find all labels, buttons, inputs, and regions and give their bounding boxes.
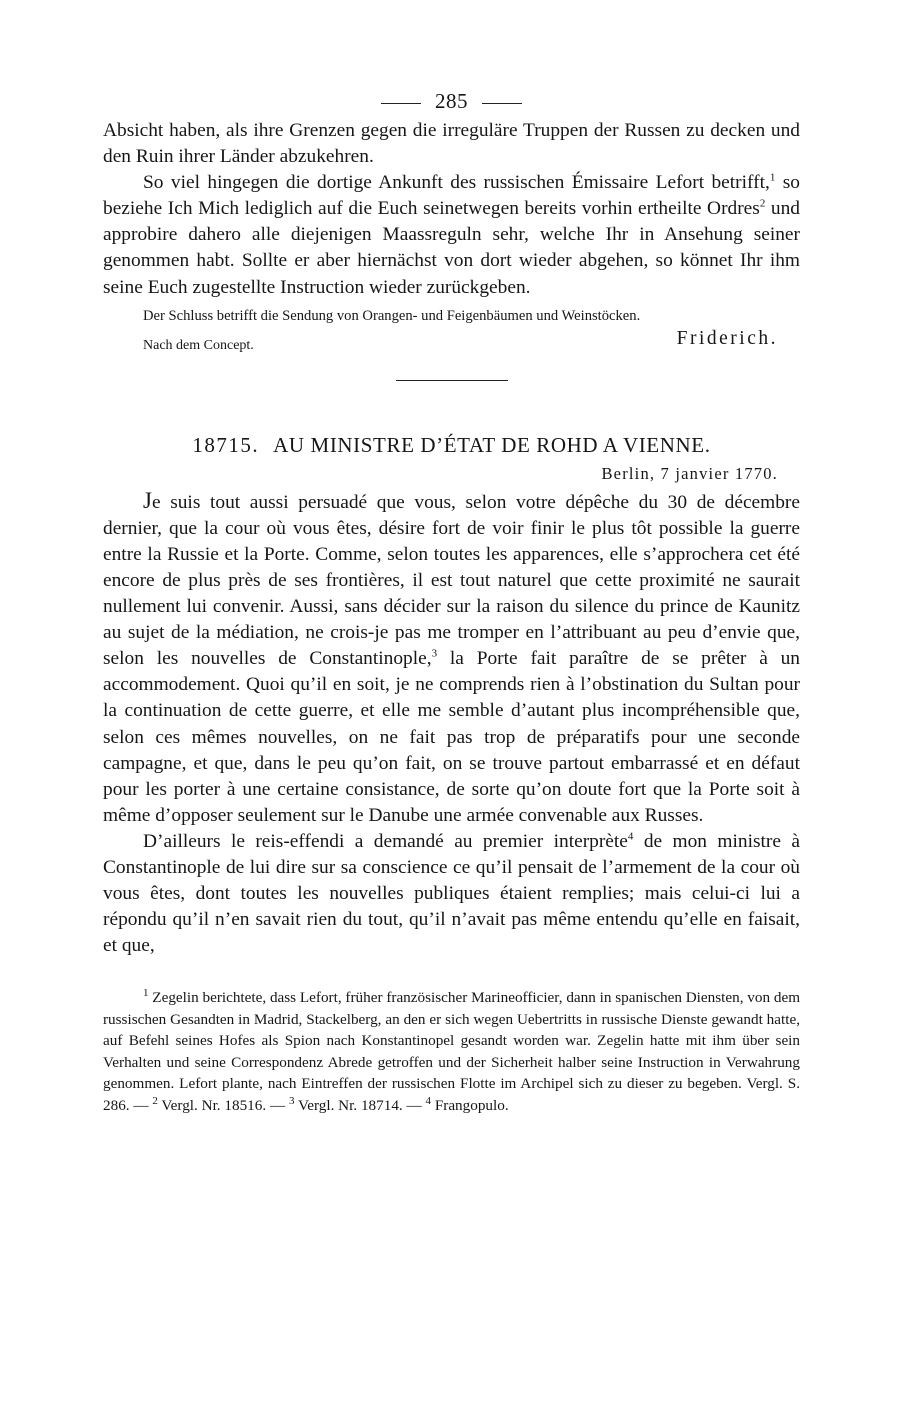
- paragraph-text: de mon ministre à Constantinople de lui dire sur sa conscience ce qu’il pensait de l’armement de la cour où vous êtes, dont toutes les nouvelles publiques étaient remplies; mais celui-ci lui a répondu qu’il n’en savait rien du tout, qu’il n’avait pas même entendu qu’elle en faisait, et que,: [103, 830, 800, 957]
- letter-title: AU MINISTRE D’ÉTAT DE ROHD A VIENNE.: [273, 432, 711, 457]
- letter-body: [103, 488, 800, 960]
- letter-number: 18715.: [192, 432, 260, 457]
- editorial-note: Der Schluss betrifft die Sendung von Orangen- und Feigenbäumen und Weinstöcken.: [143, 307, 641, 324]
- page-number: 285: [435, 89, 468, 113]
- source-note: Nach dem Concept.: [143, 337, 254, 353]
- previous-letter-ending: [103, 118, 800, 301]
- footnote-reference: 1: [769, 171, 776, 184]
- document-page: [103, 84, 800, 1116]
- footnote-reference: 2: [759, 197, 766, 210]
- header-rule-right: [482, 103, 522, 104]
- paragraph-text: So viel hingegen die dortige Ankunft des russischen Émissaire Lefort betrifft,: [143, 172, 770, 194]
- footnote-text: Zegelin berichtete, dass Lefort, früher französischer Marineofficier, dann in spanischen Diensten, von dem russischen Gesandten in Madrid, Stackelberg, an den er sich wegen Uebertritts in russische Dienste gewandt hatte, auf Befehl seines Hofes als Spion nach Konstantinopel gesandt worden war. Zegelin hatte mit ihm über sein Verhalten und seine Correspondenz Abrede getroffen und der Sicherheit halber seine Instruction in Verwahrung genommen. Lefort plante, nach Eintreffen der russischen Flotte im Archipel sich zu dieser zu begeben. Vergl. S. 286. —: [103, 989, 801, 1114]
- paragraph-text: la Porte fait paraître de se prêter à un accommodement. Quoi qu’il en soit, je ne comprends rien à l’obstination du Sultan pour la continuation de cette guerre, et elle me semble d’autant plus incompréhensible que, selon ces mêmes nouvelles, on ne fait pas trop de préparatifs pour une seconde campagne, et que, dans le peu qu’on fait, on se trouve partout embarrassé et en défaut pour les porter à une certaine consistance, de sorte qu’on doute fort que la Porte soit à même d’opposer seulement sur le Danube une armée convenable aux Russes.: [103, 648, 800, 826]
- footnotes: [103, 987, 800, 1116]
- source-and-signature: [103, 328, 800, 362]
- paragraph: [103, 170, 800, 300]
- footnote-text: Vergl. Nr. 18516. —: [157, 1096, 289, 1114]
- footnote-block: [103, 987, 800, 1116]
- footnote-spacer: [103, 959, 800, 987]
- section-divider: [396, 380, 508, 381]
- paragraph: Absicht haben, als ihre Grenzen gegen die irreguläre Truppen der Russen zu decken und den Ruin ihrer Länder abzukehren.: [103, 120, 800, 168]
- footnote-reference: 4: [627, 830, 634, 843]
- signature: Friderich.: [676, 327, 778, 349]
- letter-heading: [103, 433, 800, 458]
- header-rule-left: [381, 103, 421, 104]
- footnote-reference: 3: [431, 647, 438, 660]
- footnote-mark: 1: [143, 987, 149, 1000]
- paragraph: [103, 829, 800, 959]
- footnote-text: Vergl. Nr. 18714. —: [294, 1096, 426, 1114]
- footnote-mark: 3: [288, 1094, 295, 1107]
- paragraph-text: D’ailleurs le reis-effendi a demandé au premier interprète: [143, 830, 628, 852]
- footnote-mark: 2: [152, 1094, 158, 1107]
- footnote-text: Frangopulo.: [431, 1096, 509, 1114]
- paragraph-text: Je suis tout aussi persuadé que vous, selon votre dépêche du 30 de décembre dernier, que la cour où vous êtes, désire fort de voir finir le plus tôt possible la guerre entre la Russie et la Porte. Comme, selon toutes les apparences, elle s’approchera cet été encore de plus près de ses frontières, il est tout naturel que cette proximité ne saurait nullement lui convenir. Aussi, sans décider sur la raison du silence du prince de Kaunitz au sujet de la médiation, ne crois-je pas me tromper en l’attribuant au peu d’envie que, selon les nouvelles de Constantinople,: [103, 487, 800, 670]
- footnote-mark: 4: [425, 1094, 432, 1107]
- letter-dateline: Berlin, 7 janvier 1770.: [601, 463, 778, 483]
- paragraph-text: so beziehe Ich Mich lediglich auf die Euch seinetwegen bereits vorhin ertheilte Ordres: [103, 172, 800, 220]
- page-header: [103, 84, 800, 118]
- paragraph-text: und approbire dahero alle diejenigen Maassreguln sehr, welche Ihr in Ansehung seiner genommen habt. Sollte er aber hiernächst von dort wieder abgehen, so könnet Ihr ihm seine Euch zugestellte Instruction wieder zurückgeben.: [103, 198, 800, 298]
- paragraph: [103, 488, 800, 829]
